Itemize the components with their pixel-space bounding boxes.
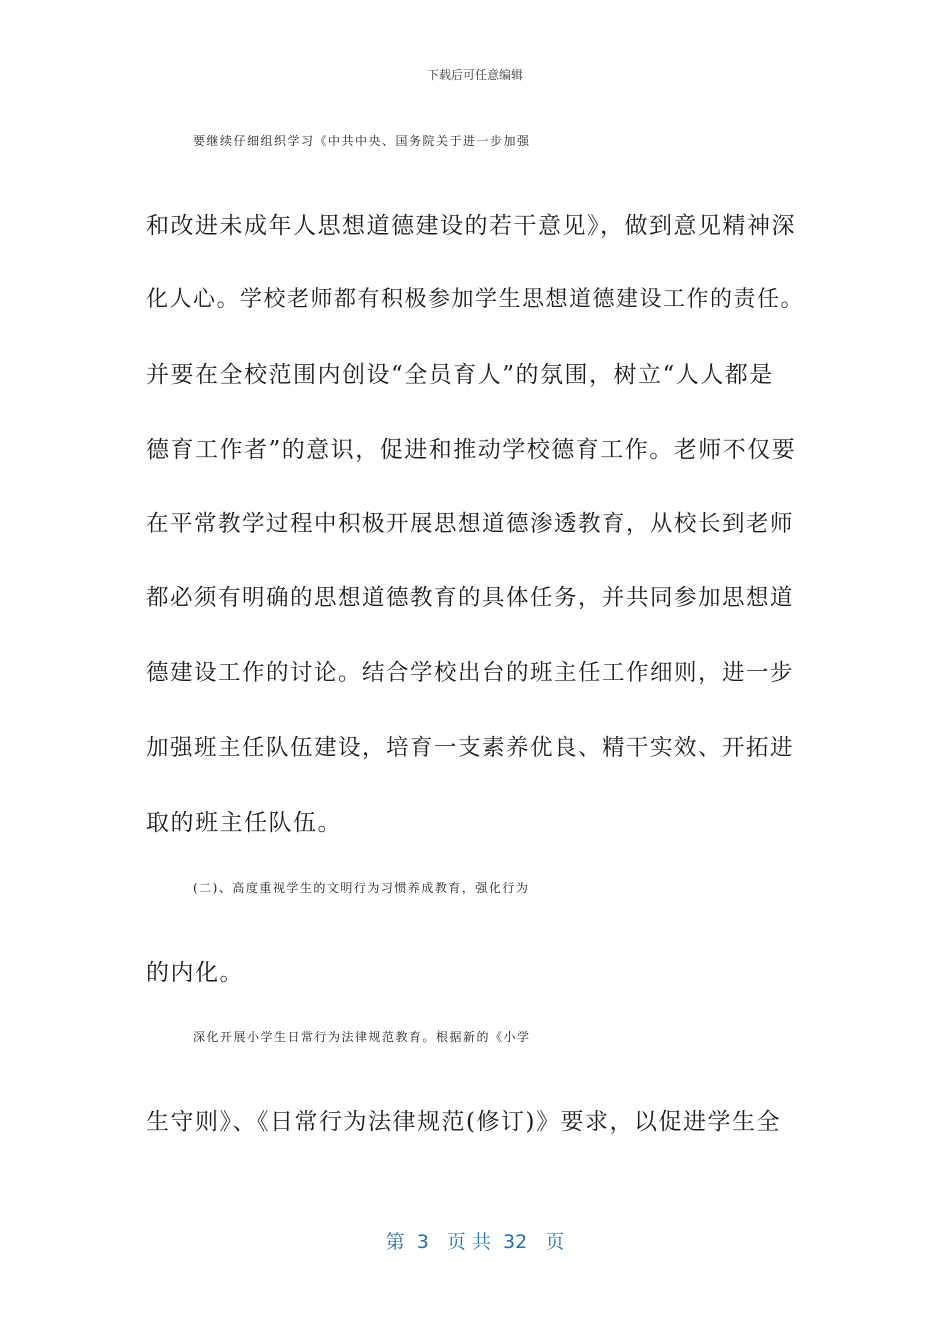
- section-heading-line: 的内化。: [146, 960, 244, 986]
- paragraph-line: 要继续仔细组织学习《中共中央、国务院关于进一步加强: [193, 134, 531, 148]
- paragraph-line: 加强班主任队伍建设，培育一支素养优良、精干实效、开拓进: [146, 735, 795, 761]
- paragraph-line: 取的班主任队伍。: [146, 810, 342, 836]
- paragraph-line: 并要在全校范围内创设“全员育人”的氛围，树立“人人都是: [146, 362, 774, 388]
- paragraph-line: 德育工作者”的意识，促进和推动学校德育工作。老师不仅要: [146, 437, 797, 463]
- paragraph-line: 和改进未成年人思想道德建设的若干意见》，做到意见精神深: [146, 213, 796, 239]
- paragraph-line: 生守则》、《日常行为法律规范(修订)》要求，以促进学生全: [146, 1109, 781, 1135]
- paragraph-line: 化人心。学校老师都有积极参加学生思想道德建设工作的责任。: [146, 287, 805, 312]
- paragraph-line: 在平常教学过程中积极开展思想道德渗透教育，从校长到老师: [146, 511, 795, 537]
- page-header: 下载后可任意编辑: [426, 68, 523, 82]
- section-heading-line: (二)、高度重视学生的文明行为习惯养成教育，强化行为: [193, 881, 530, 895]
- paragraph-line: 德建设工作的讨论。结合学校出台的班主任工作细则，进一步: [146, 660, 795, 686]
- paragraph-line: 都必须有明确的思想道德教育的具体任务，并共同参加思想道: [146, 585, 795, 611]
- paragraph-line: 深化开展小学生日常行为法律规范教育。根据新的《小学: [193, 1030, 531, 1044]
- page-number-footer: 第 3 页 共 32 页: [385, 1231, 565, 1253]
